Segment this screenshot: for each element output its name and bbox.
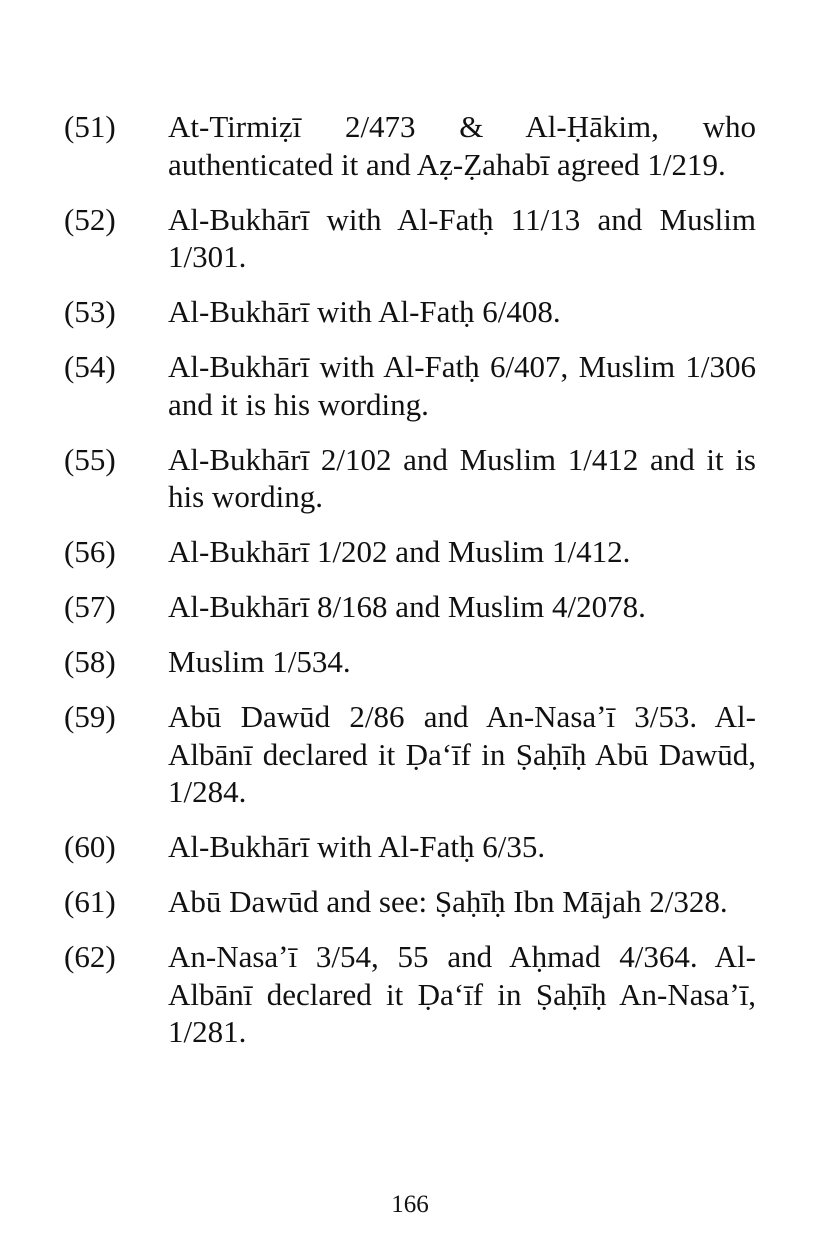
- footnote-text: Abū Dawūd and see: Ṣaḥīḥ Ibn Mājah 2/328.: [168, 884, 728, 919]
- footnote-61: [64, 883, 756, 921]
- footnote-text: Muslim 1/534.: [168, 644, 351, 679]
- footnote-number: (51): [64, 109, 116, 144]
- footnote-text: Al-Bukhārī with Al-Fatḥ 6/408.: [168, 294, 561, 329]
- footnote-53: [64, 293, 756, 331]
- footnote-54: [64, 348, 756, 423]
- footnote-text: Al-Bukhārī with Al-Fatḥ 6/407, Muslim 1/306 and it is his wording.: [168, 349, 756, 422]
- footnote-number: (59): [64, 699, 116, 734]
- footnote-text: Abū Dawūd 2/86 and An-Nasaʼī 3/53. Al-Albānī declared it Ḍaʻīf in Ṣaḥīḥ Abū Dawūd, 1/284.: [168, 699, 756, 809]
- footnote-58: [64, 643, 756, 681]
- footnote-62: [64, 938, 756, 1051]
- footnote-number: (55): [64, 441, 116, 477]
- footnote-number: (60): [64, 829, 116, 864]
- footnote-60: [64, 828, 756, 866]
- footnote-52: [64, 201, 756, 276]
- footnote-number: (53): [64, 294, 116, 329]
- footnote-text: Al-Bukhārī with Al-Fatḥ 6/35.: [168, 829, 546, 864]
- footnote-list: [64, 108, 756, 1068]
- footnote-57: [64, 588, 756, 626]
- footnote-text: At-Tirmiẓī 2/473 & Al-Ḥākim, who authenticated it and Aẓ-Ẓahabī agreed 1/219.: [168, 109, 756, 182]
- footnote-number: (61): [64, 884, 116, 919]
- footnote-number: (52): [64, 201, 116, 237]
- footnote-text: Al-Bukhārī 1/202 and Muslim 1/412.: [168, 534, 631, 569]
- footnote-55: [64, 441, 756, 516]
- footnote-56: [64, 533, 756, 571]
- footnote-number: (57): [64, 589, 116, 624]
- footnote-number: (56): [64, 534, 116, 569]
- footnote-number: (62): [64, 939, 116, 974]
- footnote-number: (58): [64, 644, 116, 679]
- footnote-59: [64, 698, 756, 811]
- page-number: 166: [391, 1191, 429, 1218]
- footnote-text: Al-Bukhārī 2/102 and Muslim 1/412 and it is his wording.: [168, 441, 756, 514]
- footnote-text: Al-Bukhārī 8/168 and Muslim 4/2078.: [168, 589, 646, 624]
- footnote-number: (54): [64, 349, 116, 384]
- footnote-text: An-Nasaʼī 3/54, 55 and Aḥmad 4/364. Al-Albānī declared it Ḍaʻīf in Ṣaḥīḥ An-Nasaʼī, 1/281.: [168, 939, 756, 1049]
- footnote-51: [64, 108, 756, 183]
- footnote-text: Al-Bukhārī with Al-Fatḥ 11/13 and Muslim 1/301.: [168, 201, 756, 274]
